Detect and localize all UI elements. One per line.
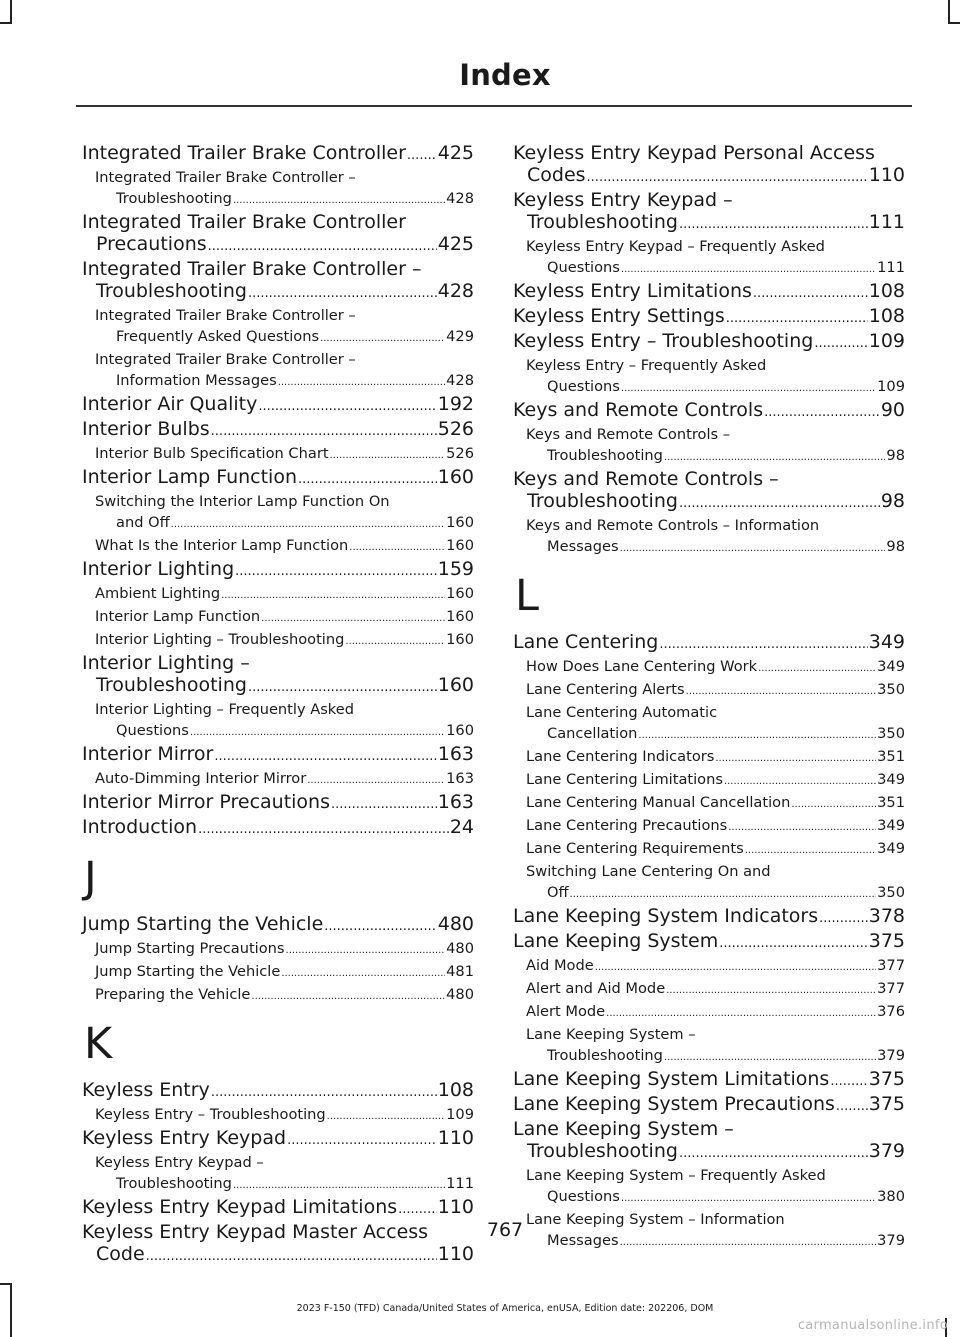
index-entry[interactable] bbox=[513, 490, 905, 515]
dot-leader bbox=[724, 771, 876, 792]
index-subentry-line: Lane Keeping System – Information bbox=[526, 1211, 785, 1228]
index-entry[interactable] bbox=[82, 1196, 474, 1221]
entry-title: Keyless Entry – Troubleshooting bbox=[95, 1106, 326, 1123]
dot-leader bbox=[211, 1082, 437, 1104]
entry-title: Interior Bulb Specification Chart bbox=[95, 445, 329, 462]
entry-page-number: 429 bbox=[446, 328, 474, 345]
entry-title: Lane Keeping System Precautions bbox=[513, 1093, 835, 1115]
index-section-letter: L bbox=[515, 571, 539, 621]
index-subentry-line: Keyless Entry Keypad – Frequently Asked bbox=[526, 238, 825, 255]
entry-page-number: 350 bbox=[877, 884, 905, 901]
entry-title: Interior Lamp Function bbox=[82, 466, 298, 488]
dot-leader bbox=[664, 1047, 876, 1068]
entry-title: What Is the Interior Lamp Function bbox=[95, 537, 349, 554]
entry-title: Interior Mirror Precautions bbox=[82, 791, 331, 813]
dot-leader bbox=[719, 933, 868, 955]
entry-page-number: 351 bbox=[877, 748, 905, 765]
index-entry-heading-line: Interior Lighting – bbox=[82, 652, 250, 674]
dot-leader bbox=[638, 725, 876, 746]
entry-page-number: 159 bbox=[437, 558, 474, 580]
entry-title: Lane Keeping System bbox=[513, 930, 719, 952]
dot-leader bbox=[298, 469, 437, 491]
dot-leader bbox=[659, 634, 867, 656]
entry-page-number: 108 bbox=[868, 280, 905, 302]
entry-page-number: 380 bbox=[877, 1188, 905, 1205]
entry-page-number: 378 bbox=[868, 905, 905, 927]
entry-page-number: 379 bbox=[877, 1047, 905, 1064]
index-entry[interactable] bbox=[82, 913, 474, 938]
dot-leader bbox=[287, 1130, 437, 1152]
entry-page-number: 349 bbox=[877, 817, 905, 834]
dot-leader bbox=[686, 681, 877, 702]
index-entry[interactable] bbox=[513, 1068, 905, 1093]
dot-leader bbox=[211, 421, 437, 443]
index-section-letter: J bbox=[84, 853, 97, 903]
entry-page-number: 111 bbox=[446, 1175, 474, 1192]
entry-page-number: 163 bbox=[437, 791, 474, 813]
index-entry[interactable] bbox=[513, 930, 905, 955]
entry-title: Introduction bbox=[82, 816, 198, 838]
index-subentry-line: Integrated Trailer Brake Controller – bbox=[95, 307, 356, 324]
entry-page-number: 481 bbox=[446, 963, 474, 980]
index-subentry[interactable] bbox=[513, 257, 905, 280]
entry-page-number: 428 bbox=[446, 190, 474, 207]
dot-leader bbox=[278, 372, 445, 393]
entry-title: Alert Mode bbox=[526, 1003, 606, 1020]
dot-leader bbox=[146, 1246, 437, 1268]
dot-leader bbox=[198, 819, 449, 841]
crop-mark-top-right-horizontal bbox=[948, 22, 960, 24]
dot-leader bbox=[398, 1199, 437, 1221]
entry-title: Interior Air Quality bbox=[82, 393, 258, 415]
entry-page-number: 163 bbox=[446, 770, 474, 787]
dot-leader bbox=[233, 190, 445, 211]
entry-title: Lane Keeping System Limitations bbox=[513, 1068, 830, 1090]
entry-title: Keyless Entry – Troubleshooting bbox=[513, 330, 814, 352]
index-subentry[interactable] bbox=[513, 792, 905, 815]
entry-title: Interior Bulbs bbox=[82, 418, 210, 440]
entry-page-number: 375 bbox=[868, 1068, 905, 1090]
entry-title: Questions bbox=[116, 722, 189, 739]
entry-title: Jump Starting Precautions bbox=[95, 940, 285, 957]
entry-page-number: 375 bbox=[868, 930, 905, 952]
header-divider bbox=[76, 105, 912, 107]
dot-leader bbox=[320, 328, 445, 349]
dot-leader bbox=[753, 283, 868, 305]
crop-mark-top-left-horizontal bbox=[0, 22, 12, 24]
index-entry[interactable] bbox=[513, 1093, 905, 1118]
entry-title: Integrated Trailer Brake Controller bbox=[82, 142, 406, 164]
index-subentry[interactable] bbox=[513, 445, 905, 468]
index-entry-heading-line: Keyless Entry Keypad – bbox=[513, 189, 733, 211]
index-subentry[interactable] bbox=[513, 656, 905, 679]
index-entry[interactable] bbox=[513, 905, 905, 930]
index-subentry-line: Integrated Trailer Brake Controller – bbox=[95, 169, 356, 186]
entry-page-number: 98 bbox=[886, 538, 905, 555]
entry-page-number: 350 bbox=[877, 725, 905, 742]
dot-leader bbox=[286, 940, 446, 961]
dot-leader bbox=[171, 514, 446, 535]
entry-page-number: 480 bbox=[437, 913, 474, 935]
index-entry[interactable] bbox=[82, 816, 474, 841]
index-entry[interactable] bbox=[513, 1140, 905, 1165]
entry-page-number: 160 bbox=[446, 631, 474, 648]
dot-leader bbox=[587, 167, 868, 189]
dot-leader bbox=[819, 908, 868, 930]
entry-title: and Off bbox=[116, 514, 170, 531]
dot-leader bbox=[679, 493, 880, 515]
entry-title: Questions bbox=[547, 378, 620, 395]
entry-page-number: 350 bbox=[877, 681, 905, 698]
index-subentry-line: Lane Keeping System – bbox=[526, 1026, 696, 1043]
index-section-letter: K bbox=[84, 1019, 113, 1069]
dot-leader bbox=[666, 980, 876, 1001]
index-entry[interactable] bbox=[82, 233, 474, 258]
dot-leader bbox=[791, 794, 876, 815]
dot-leader bbox=[233, 1175, 445, 1196]
entry-title: Keys and Remote Controls bbox=[513, 399, 764, 421]
entry-page-number: 349 bbox=[877, 771, 905, 788]
index-subentry[interactable] bbox=[513, 723, 905, 746]
watermark: carmanualsonline.info bbox=[797, 1318, 948, 1333]
entry-page-number: 160 bbox=[446, 537, 474, 554]
entry-page-number: 192 bbox=[437, 393, 474, 415]
index-subentry[interactable] bbox=[82, 606, 474, 629]
entry-title: Troubleshooting bbox=[116, 190, 232, 207]
entry-title: Jump Starting the Vehicle bbox=[95, 963, 281, 980]
index-subentry[interactable] bbox=[513, 769, 905, 792]
index-subentry[interactable] bbox=[82, 1104, 474, 1127]
index-entry-heading-line: Keyless Entry Keypad Master Access bbox=[82, 1221, 429, 1243]
entry-title: Interior Mirror bbox=[82, 743, 214, 765]
entry-title: Aid Mode bbox=[526, 957, 594, 974]
index-subentry[interactable] bbox=[82, 720, 474, 743]
index-subentry[interactable] bbox=[513, 376, 905, 399]
entry-title: How Does Lane Centering Work bbox=[526, 658, 758, 675]
page-number: 767 bbox=[486, 1219, 524, 1241]
index-subentry-line: Keyless Entry – Frequently Asked bbox=[526, 357, 767, 374]
dot-leader bbox=[251, 986, 445, 1007]
index-subentry-line: Switching the Interior Lamp Function On bbox=[95, 493, 390, 510]
dot-leader bbox=[621, 1188, 876, 1209]
entry-page-number: 160 bbox=[437, 674, 474, 696]
index-subentry-line: Interior Lighting – Frequently Asked bbox=[95, 701, 354, 718]
index-entry[interactable] bbox=[82, 466, 474, 491]
index-entry[interactable] bbox=[82, 743, 474, 768]
index-column-left bbox=[82, 142, 474, 1268]
entry-title: Keyless Entry bbox=[82, 1079, 210, 1101]
entry-title: Troubleshooting bbox=[547, 1047, 663, 1064]
index-subentry[interactable] bbox=[513, 536, 905, 559]
entry-title: Interior Lighting – Troubleshooting bbox=[95, 631, 345, 648]
entry-page-number: 376 bbox=[877, 1003, 905, 1020]
crop-mark-top-left-vertical bbox=[10, 0, 12, 24]
entry-title: Keyless Entry Keypad bbox=[82, 1127, 287, 1149]
index-subentry-line: Keys and Remote Controls – bbox=[526, 426, 731, 443]
dot-leader bbox=[214, 746, 436, 768]
index-subentry[interactable] bbox=[82, 1173, 474, 1196]
entry-page-number: 111 bbox=[868, 211, 905, 233]
entry-page-number: 349 bbox=[877, 840, 905, 857]
entry-title: Jump Starting the Vehicle bbox=[82, 913, 324, 935]
entry-page-number: 90 bbox=[880, 399, 905, 421]
entry-page-number: 160 bbox=[446, 514, 474, 531]
entry-title: Messages bbox=[547, 538, 619, 555]
entry-page-number: 377 bbox=[877, 957, 905, 974]
entry-page-number: 428 bbox=[437, 280, 474, 302]
entry-title: Codes bbox=[527, 164, 586, 186]
dot-leader bbox=[679, 214, 868, 236]
dot-leader bbox=[728, 817, 876, 838]
entry-title: Interior Lamp Function bbox=[95, 608, 261, 625]
entry-page-number: 351 bbox=[877, 794, 905, 811]
index-subentry[interactable] bbox=[82, 512, 474, 535]
index-entry[interactable] bbox=[82, 418, 474, 443]
dot-leader bbox=[715, 748, 876, 769]
dot-leader bbox=[331, 794, 437, 816]
footer-edition-text: 2023 F-150 (TFD) Canada/United States of America, enUSA, Edition date: 202206, DOM bbox=[296, 1303, 714, 1314]
index-entry[interactable] bbox=[82, 280, 474, 305]
dot-leader bbox=[349, 537, 445, 558]
index-subentry-line: Keys and Remote Controls – Information bbox=[526, 517, 820, 534]
entry-title: Cancellation bbox=[547, 725, 638, 742]
dot-leader bbox=[570, 884, 877, 905]
index-subentry-line: Lane Keeping System – Frequently Asked bbox=[526, 1167, 826, 1184]
dot-leader bbox=[814, 333, 867, 355]
entry-page-number: 110 bbox=[437, 1243, 474, 1265]
index-subentry[interactable] bbox=[513, 882, 905, 905]
index-subentry[interactable] bbox=[82, 961, 474, 984]
entry-title: Interior Lighting bbox=[82, 558, 235, 580]
dot-leader bbox=[208, 236, 437, 258]
entry-page-number: 98 bbox=[880, 490, 905, 512]
index-entry-heading-line: Integrated Trailer Brake Controller bbox=[82, 211, 406, 233]
entry-title: Questions bbox=[547, 259, 620, 276]
entry-title: Keyless Entry Settings bbox=[513, 305, 725, 327]
index-entry[interactable] bbox=[513, 211, 905, 236]
dot-leader bbox=[221, 585, 445, 606]
entry-title: Alert and Aid Mode bbox=[526, 980, 666, 997]
entry-page-number: 375 bbox=[868, 1093, 905, 1115]
entry-title: Troubleshooting bbox=[547, 447, 663, 464]
entry-page-number: 98 bbox=[886, 447, 905, 464]
dot-leader bbox=[606, 1003, 876, 1024]
index-subentry[interactable] bbox=[82, 768, 474, 791]
entry-title: Ambient Lighting bbox=[95, 585, 221, 602]
index-entry[interactable] bbox=[82, 1079, 474, 1104]
index-subentry-line: Keyless Entry Keypad – bbox=[95, 1154, 264, 1171]
entry-title: Code bbox=[96, 1243, 145, 1265]
entry-title: Troubleshooting bbox=[527, 490, 678, 512]
index-entry[interactable] bbox=[513, 280, 905, 305]
dot-leader bbox=[258, 396, 436, 418]
dot-leader bbox=[248, 677, 437, 699]
entry-title: Keyless Entry Limitations bbox=[513, 280, 752, 302]
dot-leader bbox=[836, 1096, 868, 1118]
entry-page-number: 109 bbox=[877, 378, 905, 395]
entry-title: Troubleshooting bbox=[96, 674, 247, 696]
index-entry[interactable] bbox=[513, 305, 905, 330]
entry-title: Troubleshooting bbox=[527, 211, 678, 233]
dot-leader bbox=[407, 145, 437, 167]
dot-leader bbox=[726, 308, 868, 330]
entry-title: Troubleshooting bbox=[116, 1175, 232, 1192]
dot-leader bbox=[190, 722, 445, 743]
index-entry-heading-line: Lane Keeping System – bbox=[513, 1118, 734, 1140]
index-entry[interactable] bbox=[82, 1243, 474, 1268]
index-entry[interactable] bbox=[82, 791, 474, 816]
index-subentry[interactable] bbox=[513, 1001, 905, 1024]
index-entry[interactable] bbox=[82, 558, 474, 583]
index-entry[interactable] bbox=[513, 330, 905, 355]
entry-title: Lane Centering Indicators bbox=[526, 748, 715, 765]
index-entry[interactable] bbox=[513, 164, 905, 189]
entry-page-number: 425 bbox=[437, 233, 474, 255]
dot-leader bbox=[595, 957, 876, 978]
entry-page-number: 163 bbox=[437, 743, 474, 765]
entry-page-number: 108 bbox=[868, 305, 905, 327]
entry-page-number: 349 bbox=[877, 658, 905, 675]
entry-title: Information Messages bbox=[116, 372, 277, 389]
index-entry-heading-line: Keys and Remote Controls – bbox=[513, 468, 779, 490]
entry-page-number: 480 bbox=[446, 940, 474, 957]
index-subentry[interactable] bbox=[82, 938, 474, 961]
index-subentry[interactable] bbox=[513, 746, 905, 769]
crop-mark-bottom-left-horizontal bbox=[0, 1283, 12, 1285]
entry-title: Lane Centering Alerts bbox=[526, 681, 685, 698]
entry-page-number: 160 bbox=[437, 466, 474, 488]
index-subentry[interactable] bbox=[82, 984, 474, 1007]
entry-title: Off bbox=[547, 884, 569, 901]
dot-leader bbox=[330, 445, 446, 466]
index-entry-heading-line: Keyless Entry Keypad Personal Access bbox=[513, 142, 875, 164]
dot-leader bbox=[248, 283, 437, 305]
entry-page-number: 349 bbox=[868, 631, 905, 653]
entry-page-number: 160 bbox=[446, 608, 474, 625]
dot-leader bbox=[620, 538, 886, 559]
entry-title: Lane Centering bbox=[513, 631, 659, 653]
entry-page-number: 379 bbox=[877, 1232, 905, 1249]
entry-title: Precautions bbox=[96, 233, 207, 255]
entry-page-number: 480 bbox=[446, 986, 474, 1003]
index-entry-heading-line: Integrated Trailer Brake Controller – bbox=[82, 258, 422, 280]
dot-leader bbox=[281, 963, 445, 984]
index-subentry[interactable] bbox=[82, 370, 474, 393]
entry-title: Lane Keeping System Indicators bbox=[513, 905, 819, 927]
entry-page-number: 110 bbox=[437, 1127, 474, 1149]
dot-leader bbox=[664, 447, 885, 468]
crop-mark-top-right-vertical bbox=[948, 0, 950, 24]
dot-leader bbox=[345, 631, 445, 652]
index-entry[interactable] bbox=[82, 393, 474, 418]
index-entry[interactable] bbox=[513, 399, 905, 424]
dot-leader bbox=[621, 378, 876, 399]
entry-page-number: 109 bbox=[868, 330, 905, 352]
page-title: Index bbox=[459, 58, 551, 92]
index-subentry[interactable] bbox=[513, 1045, 905, 1068]
entry-page-number: 24 bbox=[449, 816, 474, 838]
entry-title: Keyless Entry Keypad Limitations bbox=[82, 1196, 398, 1218]
index-entry[interactable] bbox=[82, 674, 474, 699]
dot-leader bbox=[764, 402, 880, 424]
index-column-right bbox=[513, 142, 905, 1253]
entry-title: Lane Centering Requirements bbox=[526, 840, 744, 857]
index-entry[interactable] bbox=[513, 631, 905, 656]
dot-leader bbox=[679, 1143, 868, 1165]
index-subentry[interactable] bbox=[513, 679, 905, 702]
dot-leader bbox=[261, 608, 445, 629]
dot-leader bbox=[621, 259, 876, 280]
index-subentry-line: Switching Lane Centering On and bbox=[526, 863, 771, 880]
dot-leader bbox=[324, 916, 436, 938]
index-subentry[interactable] bbox=[82, 188, 474, 211]
index-subentry[interactable] bbox=[513, 978, 905, 1001]
entry-title: Questions bbox=[547, 1188, 620, 1205]
entry-title: Troubleshooting bbox=[527, 1140, 678, 1162]
entry-title: Lane Centering Limitations bbox=[526, 771, 723, 788]
dot-leader bbox=[758, 658, 876, 679]
index-subentry[interactable] bbox=[513, 838, 905, 861]
entry-title: Lane Centering Precautions bbox=[526, 817, 728, 834]
dot-leader bbox=[235, 561, 437, 583]
index-subentry[interactable] bbox=[513, 815, 905, 838]
entry-page-number: 379 bbox=[868, 1140, 905, 1162]
entry-page-number: 111 bbox=[877, 259, 905, 276]
dot-leader bbox=[830, 1071, 867, 1093]
index-subentry[interactable] bbox=[513, 955, 905, 978]
entry-title: Messages bbox=[547, 1232, 619, 1249]
entry-page-number: 526 bbox=[446, 445, 474, 462]
entry-page-number: 109 bbox=[446, 1106, 474, 1123]
entry-page-number: 108 bbox=[437, 1079, 474, 1101]
entry-page-number: 428 bbox=[446, 372, 474, 389]
entry-page-number: 160 bbox=[446, 585, 474, 602]
index-entry[interactable] bbox=[82, 1127, 474, 1152]
entry-page-number: 110 bbox=[437, 1196, 474, 1218]
entry-page-number: 110 bbox=[868, 164, 905, 186]
dot-leader bbox=[745, 840, 876, 861]
index-subentry[interactable] bbox=[82, 583, 474, 606]
dot-leader bbox=[307, 770, 445, 791]
index-subentry[interactable] bbox=[82, 629, 474, 652]
index-subentry[interactable] bbox=[82, 535, 474, 558]
entry-page-number: 377 bbox=[877, 980, 905, 997]
entry-title: Auto-Dimming Interior Mirror bbox=[95, 770, 307, 787]
dot-leader bbox=[327, 1106, 445, 1127]
index-subentry[interactable] bbox=[513, 1186, 905, 1209]
entry-title: Troubleshooting bbox=[96, 280, 247, 302]
entry-page-number: 160 bbox=[446, 722, 474, 739]
entry-page-number: 526 bbox=[437, 418, 474, 440]
entry-page-number: 425 bbox=[437, 142, 474, 164]
index-entry[interactable] bbox=[82, 142, 474, 167]
index-subentry[interactable] bbox=[82, 443, 474, 466]
index-subentry-line: Lane Centering Automatic bbox=[526, 704, 718, 721]
entry-title: Frequently Asked Questions bbox=[116, 328, 320, 345]
entry-title: Lane Centering Manual Cancellation bbox=[526, 794, 791, 811]
entry-title: Preparing the Vehicle bbox=[95, 986, 251, 1003]
index-subentry[interactable] bbox=[82, 326, 474, 349]
index-subentry-line: Integrated Trailer Brake Controller – bbox=[95, 351, 356, 368]
